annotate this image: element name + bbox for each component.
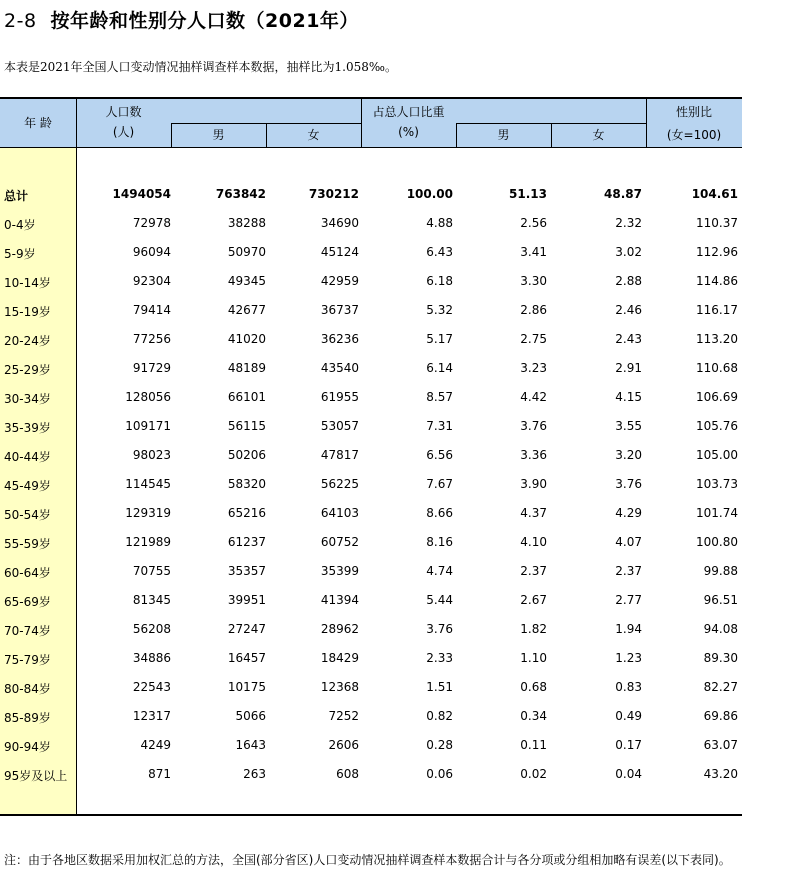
cell-share-female: 1.94 — [615, 622, 642, 636]
cell-share: 0.82 — [426, 709, 453, 723]
cell-share-female: 0.83 — [615, 680, 642, 694]
cell-share-male: 0.02 — [520, 767, 547, 781]
cell-share-female: 4.15 — [615, 390, 642, 404]
cell-sex-ratio: 100.80 — [696, 535, 738, 549]
cell-share: 8.57 — [426, 390, 453, 404]
cell-share: 3.76 — [426, 622, 453, 636]
cell-share-female: 0.49 — [615, 709, 642, 723]
cell-age: 85-89岁 — [4, 711, 51, 725]
cell-share-female: 2.77 — [615, 593, 642, 607]
cell-female: 36236 — [320, 332, 359, 346]
cell-share: 0.28 — [426, 738, 453, 752]
cell-female: 730212 — [308, 187, 359, 201]
cell-share-male: 2.86 — [520, 303, 547, 317]
cell-female: 2606 — [328, 738, 359, 752]
cell-share-female: 2.32 — [615, 216, 642, 230]
cell-male: 58320 — [227, 477, 266, 491]
cell-total: 77256 — [132, 332, 171, 346]
cell-total: 70755 — [132, 564, 171, 578]
cell-female: 28962 — [320, 622, 359, 636]
table-title: 按年龄和性别分人口数（2021年） — [50, 10, 359, 32]
cell-female: 608 — [336, 767, 359, 781]
cell-share-male: 1.10 — [520, 651, 547, 665]
cell-sex-ratio: 116.17 — [696, 303, 738, 317]
cell-female: 35399 — [320, 564, 359, 578]
cell-male: 50970 — [227, 245, 266, 259]
cell-share: 8.66 — [426, 506, 453, 520]
header-female: 女 — [307, 128, 320, 142]
cell-age: 30-34岁 — [4, 392, 51, 406]
header-sex-ratio: 性别比 — [675, 105, 712, 119]
cell-age: 60-64岁 — [4, 566, 51, 580]
cell-female: 43540 — [320, 361, 359, 375]
cell-total: 121989 — [125, 535, 171, 549]
cell-share-female: 4.29 — [615, 506, 642, 520]
cell-sex-ratio: 112.96 — [696, 245, 738, 259]
header-share: 占总人口比重 — [372, 105, 445, 119]
population-table — [0, 97, 742, 816]
cell-sex-ratio: 43.20 — [703, 767, 738, 781]
cell-share-female: 0.04 — [615, 767, 642, 781]
cell-share-female: 2.37 — [615, 564, 642, 578]
cell-total: 34886 — [132, 651, 171, 665]
cell-male: 66101 — [227, 390, 266, 404]
table-row — [0, 760, 742, 789]
cell-share-female: 2.46 — [615, 303, 642, 317]
cell-female: 61955 — [320, 390, 359, 404]
cell-share-female: 3.76 — [615, 477, 642, 491]
table-row — [0, 586, 742, 615]
table-row — [0, 528, 742, 557]
cell-age: 20-24岁 — [4, 334, 51, 348]
cell-share-male: 2.56 — [520, 216, 547, 230]
cell-age: 45-49岁 — [4, 479, 51, 493]
cell-female: 18429 — [320, 651, 359, 665]
cell-male: 1643 — [235, 738, 266, 752]
cell-total: 129319 — [125, 506, 171, 520]
cell-sex-ratio: 113.20 — [696, 332, 738, 346]
table-row — [0, 615, 742, 644]
cell-share: 4.88 — [426, 216, 453, 230]
table-row — [0, 731, 742, 760]
cell-age: 40-44岁 — [4, 450, 51, 464]
cell-female: 45124 — [320, 245, 359, 259]
cell-age: 65-69岁 — [4, 595, 51, 609]
cell-share-male: 4.37 — [520, 506, 547, 520]
table-row — [0, 267, 742, 296]
header-sex-ratio-unit: (女=100) — [666, 128, 722, 142]
cell-total: 79414 — [132, 303, 171, 317]
table-row-total — [0, 180, 742, 209]
cell-share-male: 3.30 — [520, 274, 547, 288]
cell-male: 27247 — [227, 622, 266, 636]
cell-share-male: 0.34 — [520, 709, 547, 723]
cell-sex-ratio: 105.76 — [696, 419, 738, 433]
table-row — [0, 557, 742, 586]
cell-share: 6.56 — [426, 448, 453, 462]
cell-female: 7252 — [328, 709, 359, 723]
cell-share-male: 3.90 — [520, 477, 547, 491]
header-population-unit: (人) — [112, 125, 135, 139]
cell-male: 10175 — [227, 680, 266, 694]
cell-sex-ratio: 114.86 — [696, 274, 738, 288]
cell-total: 22543 — [132, 680, 171, 694]
table-row — [0, 209, 742, 238]
table-body — [0, 148, 742, 816]
cell-share-female: 3.02 — [615, 245, 642, 259]
table-row — [0, 354, 742, 383]
cell-sex-ratio: 104.61 — [691, 187, 738, 201]
cell-age: 50-54岁 — [4, 508, 51, 522]
table-row — [0, 441, 742, 470]
cell-sex-ratio: 99.88 — [703, 564, 738, 578]
cell-male: 38288 — [227, 216, 266, 230]
cell-share: 100.00 — [406, 187, 453, 201]
cell-share: 6.14 — [426, 361, 453, 375]
cell-age: 95岁及以上 — [4, 769, 68, 783]
cell-sex-ratio: 105.00 — [696, 448, 738, 462]
cell-share-female: 1.23 — [615, 651, 642, 665]
cell-total: 12317 — [132, 709, 171, 723]
cell-age: 75-79岁 — [4, 653, 51, 667]
cell-total: 96094 — [132, 245, 171, 259]
header-population: 人口数 — [105, 105, 142, 119]
cell-female: 12368 — [320, 680, 359, 694]
cell-male: 61237 — [227, 535, 266, 549]
cell-sex-ratio: 94.08 — [703, 622, 738, 636]
cell-share-female: 3.55 — [615, 419, 642, 433]
cell-age: 10-14岁 — [4, 276, 51, 290]
cell-male: 42677 — [227, 303, 266, 317]
cell-share-female: 48.87 — [604, 187, 642, 201]
cell-sex-ratio: 63.07 — [703, 738, 738, 752]
cell-sex-ratio: 110.37 — [696, 216, 738, 230]
cell-share-female: 2.91 — [615, 361, 642, 375]
cell-age: 80-84岁 — [4, 682, 51, 696]
cell-share-male: 3.41 — [520, 245, 547, 259]
table-row — [0, 702, 742, 731]
cell-age: 70-74岁 — [4, 624, 51, 638]
header-share-unit: (%) — [398, 125, 419, 139]
cell-share-male: 3.76 — [520, 419, 547, 433]
cell-share-male: 2.75 — [520, 332, 547, 346]
table-number: 2-8 — [4, 10, 37, 32]
cell-share-male: 0.68 — [520, 680, 547, 694]
cell-share: 2.33 — [426, 651, 453, 665]
header-age: 年 龄 — [24, 116, 52, 130]
table-row — [0, 499, 742, 528]
cell-total: 4249 — [140, 738, 171, 752]
cell-age: 0-4岁 — [4, 218, 36, 232]
header-share-male: 男 — [497, 128, 510, 142]
cell-female: 60752 — [320, 535, 359, 549]
cell-share: 8.16 — [426, 535, 453, 549]
table-row — [0, 644, 742, 673]
page-title — [4, 6, 359, 33]
cell-male: 5066 — [235, 709, 266, 723]
cell-sex-ratio: 110.68 — [696, 361, 738, 375]
cell-total: 1494054 — [112, 187, 171, 201]
cell-male: 35357 — [227, 564, 266, 578]
table-row — [0, 238, 742, 267]
cell-male: 48189 — [227, 361, 266, 375]
cell-female: 42959 — [320, 274, 359, 288]
cell-age: 15-19岁 — [4, 305, 51, 319]
cell-share-male: 3.36 — [520, 448, 547, 462]
cell-share: 7.31 — [426, 419, 453, 433]
cell-share-male: 2.67 — [520, 593, 547, 607]
cell-sex-ratio: 103.73 — [696, 477, 738, 491]
cell-female: 34690 — [320, 216, 359, 230]
footnote: 注：由于各地区数据采用加权汇总的方法，全国(部分省区)人口变动情况抽样调查样本数据合计与各分项或分组相加略有误差(以下表同)。 — [4, 853, 731, 867]
cell-female: 56225 — [320, 477, 359, 491]
cell-age: 35-39岁 — [4, 421, 51, 435]
cell-age: 90-94岁 — [4, 740, 51, 754]
table-row — [0, 470, 742, 499]
cell-sex-ratio: 89.30 — [703, 651, 738, 665]
cell-female: 47817 — [320, 448, 359, 462]
cell-male: 263 — [243, 767, 266, 781]
cell-male: 49345 — [227, 274, 266, 288]
cell-total: 128056 — [125, 390, 171, 404]
table-row — [0, 296, 742, 325]
cell-age: 25-29岁 — [4, 363, 51, 377]
cell-share-female: 2.88 — [615, 274, 642, 288]
cell-female: 53057 — [320, 419, 359, 433]
cell-share-female: 0.17 — [615, 738, 642, 752]
table-header — [0, 97, 742, 148]
cell-age: 55-59岁 — [4, 537, 51, 551]
cell-share-female: 4.07 — [615, 535, 642, 549]
cell-male: 56115 — [227, 419, 266, 433]
cell-total: 92304 — [132, 274, 171, 288]
cell-male: 65216 — [227, 506, 266, 520]
cell-sex-ratio: 96.51 — [703, 593, 738, 607]
cell-share: 5.32 — [426, 303, 453, 317]
table-row — [0, 325, 742, 354]
cell-share-male: 2.37 — [520, 564, 547, 578]
cell-female: 41394 — [320, 593, 359, 607]
cell-sex-ratio: 101.74 — [696, 506, 738, 520]
cell-age: 5-9岁 — [4, 247, 36, 261]
cell-total: 91729 — [132, 361, 171, 375]
cell-share: 4.74 — [426, 564, 453, 578]
cell-female: 64103 — [320, 506, 359, 520]
cell-total: 56208 — [132, 622, 171, 636]
cell-share-female: 2.43 — [615, 332, 642, 346]
cell-share-male: 51.13 — [509, 187, 547, 201]
cell-male: 50206 — [227, 448, 266, 462]
cell-share: 5.44 — [426, 593, 453, 607]
cell-share-male: 3.23 — [520, 361, 547, 375]
cell-share: 5.17 — [426, 332, 453, 346]
cell-share: 6.18 — [426, 274, 453, 288]
cell-sex-ratio: 69.86 — [703, 709, 738, 723]
table-row — [0, 383, 742, 412]
cell-male: 16457 — [227, 651, 266, 665]
table-row — [0, 673, 742, 702]
cell-male: 41020 — [227, 332, 266, 346]
cell-share-female: 3.20 — [615, 448, 642, 462]
cell-total: 72978 — [132, 216, 171, 230]
cell-share-male: 0.11 — [520, 738, 547, 752]
table-description: 本表是2021年全国人口变动情况抽样调查样本数据，抽样比为1.058‰。 — [4, 60, 397, 74]
cell-share: 0.06 — [426, 767, 453, 781]
cell-share: 7.67 — [426, 477, 453, 491]
cell-total: 109171 — [125, 419, 171, 433]
cell-male: 39951 — [227, 593, 266, 607]
cell-male: 763842 — [215, 187, 266, 201]
header-share-female: 女 — [592, 128, 605, 142]
header-male: 男 — [212, 128, 225, 142]
cell-share-male: 1.82 — [520, 622, 547, 636]
cell-share-male: 4.10 — [520, 535, 547, 549]
cell-age: 总计 — [4, 189, 29, 203]
cell-share-male: 4.42 — [520, 390, 547, 404]
cell-total: 81345 — [132, 593, 171, 607]
cell-total: 98023 — [132, 448, 171, 462]
cell-share: 1.51 — [426, 680, 453, 694]
cell-female: 36737 — [320, 303, 359, 317]
cell-total: 871 — [148, 767, 171, 781]
cell-sex-ratio: 82.27 — [703, 680, 738, 694]
cell-share: 6.43 — [426, 245, 453, 259]
table-row — [0, 412, 742, 441]
cell-sex-ratio: 106.69 — [696, 390, 738, 404]
cell-total: 114545 — [125, 477, 171, 491]
